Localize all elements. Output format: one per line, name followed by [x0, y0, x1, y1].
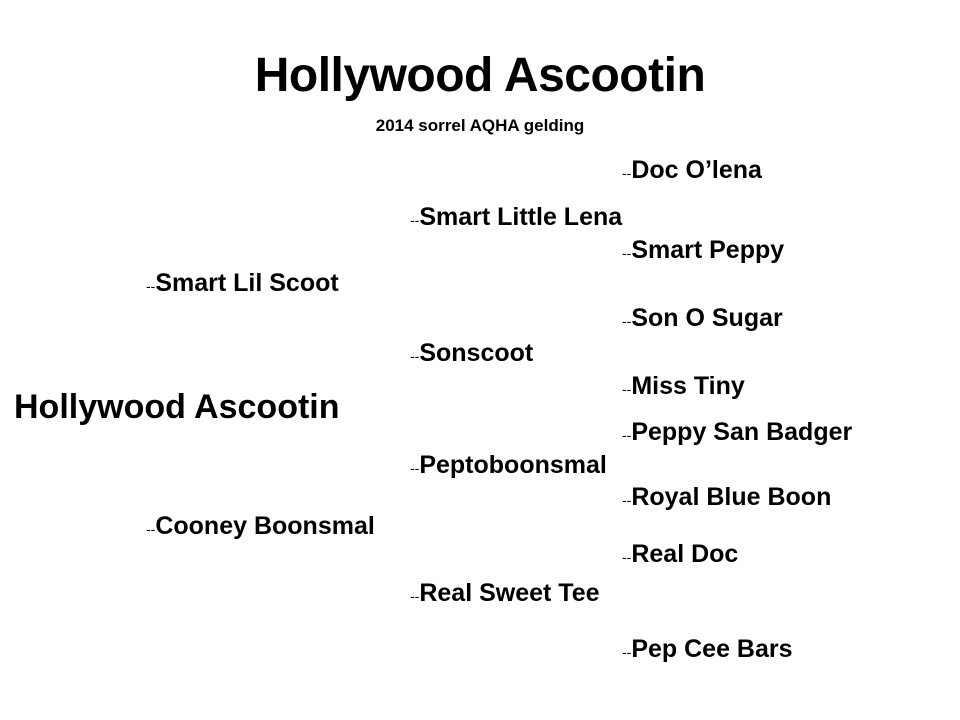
sire-sire-name: Smart Little Lena [419, 203, 623, 231]
connector-dash: -- [622, 245, 632, 261]
great-grandparent-name: Real Doc [631, 540, 739, 568]
sire-dam-name: Sonscoot [419, 339, 534, 367]
page-subtitle: 2014 sorrel AQHA gelding [375, 116, 585, 135]
connector-dash: -- [622, 165, 632, 181]
connector-dash: -- [410, 348, 420, 364]
pedigree-dam-dam [410, 578, 600, 611]
pedigree-great-grandparent [622, 482, 831, 515]
great-grandparent-name: Miss Tiny [631, 372, 745, 400]
connector-dash: -- [622, 313, 632, 329]
great-grandparent-name: Smart Peppy [631, 236, 785, 264]
great-grandparent-name: Son O Sugar [631, 304, 783, 332]
pedigree-sire-sire [410, 202, 622, 235]
connector-dash: -- [410, 212, 420, 228]
pedigree-great-grandparent [622, 155, 762, 188]
pedigree-great-grandparent [622, 235, 784, 268]
great-grandparent-name: Peppy San Badger [631, 418, 853, 446]
connector-dash: -- [622, 427, 632, 443]
pedigree-great-grandparent [622, 303, 783, 336]
connector-dash: -- [146, 278, 156, 294]
connector-dash: -- [622, 492, 632, 508]
connector-dash: -- [622, 549, 632, 565]
pedigree-great-grandparent [622, 539, 738, 572]
great-grandparent-name: Royal Blue Boon [631, 483, 832, 511]
pedigree-great-grandparent [622, 371, 745, 404]
pedigree-great-grandparent [622, 634, 793, 667]
connector-dash: -- [622, 644, 632, 660]
sire-name: Smart Lil Scoot [155, 269, 339, 297]
pedigree-subject: Hollywood Ascootin [14, 388, 340, 426]
connector-dash: -- [410, 588, 420, 604]
page-title: Hollywood Ascootin [254, 49, 706, 102]
pedigree-great-grandparent [622, 417, 852, 450]
pedigree-dam-sire [410, 450, 607, 483]
pedigree-sire-dam [410, 338, 533, 371]
pedigree-sire [146, 268, 339, 301]
dam-sire-name: Peptoboonsmal [419, 451, 607, 479]
dam-dam-name: Real Sweet Tee [419, 579, 600, 607]
great-grandparent-name: Doc O’lena [631, 156, 762, 184]
dam-name: Cooney Boonsmal [155, 512, 375, 540]
great-grandparent-name: Pep Cee Bars [631, 635, 793, 663]
connector-dash: -- [146, 521, 156, 537]
connector-dash: -- [622, 381, 632, 397]
connector-dash: -- [410, 460, 420, 476]
pedigree-dam [146, 511, 375, 544]
